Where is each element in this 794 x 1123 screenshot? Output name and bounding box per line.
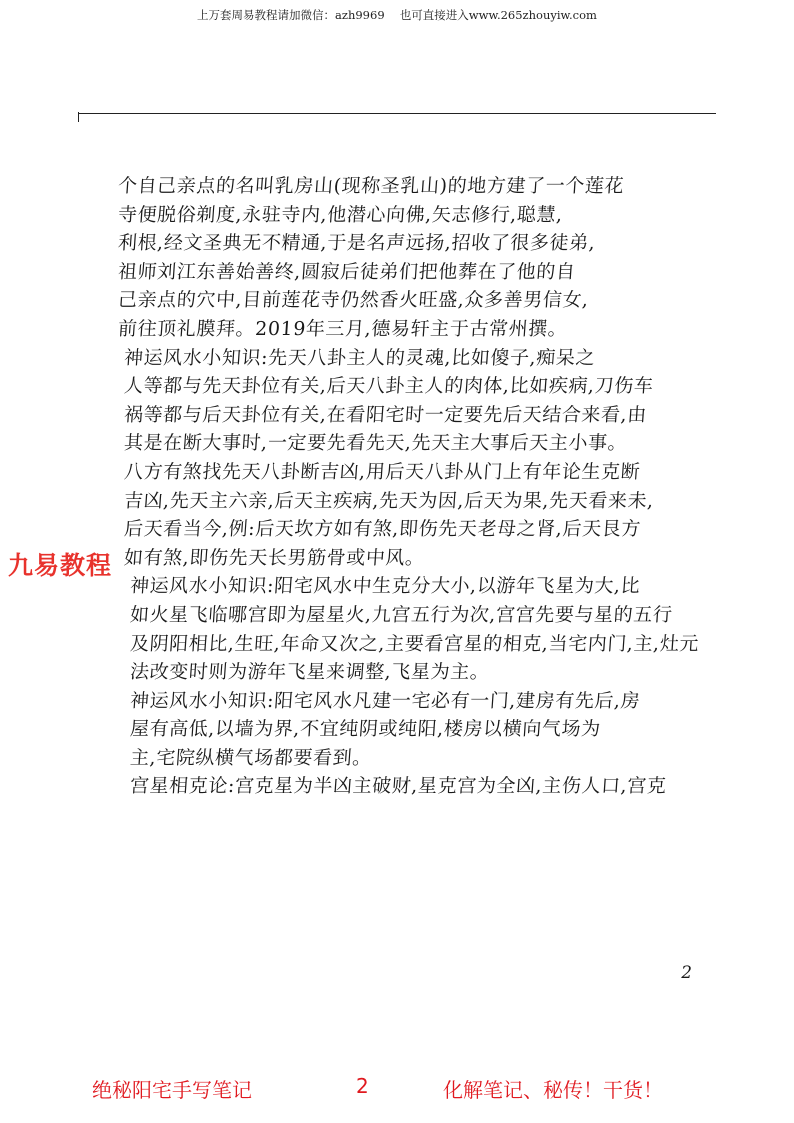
footer-tagline: 化解笔记、秘传！干货！ bbox=[443, 1078, 663, 1102]
manuscript-line: 后天看当今,例:后天坎方如有煞,即伤先天老母之肾,后天艮方 bbox=[123, 518, 642, 541]
footer-page-number: 2 bbox=[356, 1074, 369, 1098]
manuscript-line: 神运风水小知识:阳宅风水中生克分大小,以游年飞星为大,比 bbox=[129, 575, 642, 598]
top-rule-line bbox=[78, 113, 716, 114]
manuscript-line: 屋有高低,以墙为界,不宜纯阴或纯阳,楼房以横向气场为 bbox=[129, 718, 602, 741]
manuscript-line: 吉凶,先天主六亲,后天主疾病,先天为因,后天为果,先天看来未, bbox=[123, 489, 655, 512]
manuscript-line: 前往顶礼膜拜。2019年三月,德易轩主于古常州撰。 bbox=[117, 317, 569, 340]
manuscript-line: 祸等都与后天卦位有关,在看阳宅时一定要先后天结合来看,由 bbox=[123, 403, 648, 426]
manuscript-line: 利根,经文圣典无不精通,于是名声远扬,招收了很多徒弟, bbox=[117, 232, 597, 255]
manuscript-line: 八方有煞找先天八卦断吉凶,用后天八卦从门上有年论生克断 bbox=[123, 460, 642, 483]
page-footer bbox=[0, 1074, 794, 1104]
manuscript-line: 其是在断大事时,一定要先看先天,先天主大事后天主小事。 bbox=[123, 432, 629, 455]
handwritten-page-number: 2 bbox=[679, 963, 694, 983]
top-rule-corner bbox=[78, 112, 79, 122]
manuscript-line: 法改变时则为游年飞星来调整,飞星为主。 bbox=[129, 661, 491, 684]
manuscript-line: 主,宅院纵横气场都要看到。 bbox=[129, 746, 373, 769]
manuscript-line: 祖师刘江东善始善终,圆寂后徒弟们把他葬在了他的自 bbox=[117, 260, 577, 283]
footer-title: 绝秘阳宅手写笔记 bbox=[92, 1078, 252, 1102]
manuscript-line: 如火星飞临哪宫即为屋星火,九宫五行为次,宫宫先要与星的五行 bbox=[129, 603, 674, 626]
manuscript-line: 如有煞,即伤先天长男筋骨或中风。 bbox=[123, 546, 426, 569]
handwritten-manuscript bbox=[110, 172, 710, 801]
manuscript-line: 宫星相克论:宫克星为半凶主破财,星克宫为全凶,主伤人口,宫克 bbox=[129, 775, 668, 798]
manuscript-line: 及阴阳相比,生旺,年命又次之,主要看宫星的相克,当宅内门,主,灶元 bbox=[129, 632, 700, 655]
manuscript-line: 寺便脱俗剃度,永驻寺内,他潜心向佛,矢志修行,聪慧, bbox=[117, 203, 564, 226]
manuscript-line: 神运风水小知识:先天八卦主人的灵魂,比如傻子,痴呆之 bbox=[123, 346, 596, 369]
manuscript-line: 神运风水小知识:阳宅风水凡建一宅必有一门,建房有先后,房 bbox=[129, 689, 642, 712]
manuscript-line: 人等都与先天卦位有关,后天八卦主人的肉体,比如疾病,刀伤车 bbox=[123, 375, 655, 398]
manuscript-line: 个自己亲点的名叫乳房山(现称圣乳山)的地方建了一个莲花 bbox=[117, 175, 625, 197]
manuscript-line: 己亲点的穴中,目前莲花寺仍然香火旺盛,众多善男信女, bbox=[117, 289, 590, 312]
page-header-ad: 上万套周易教程请加微信：azh9969 也可直接进入www.265zhouyiw.com bbox=[197, 8, 597, 22]
brand-watermark: 九易教程 bbox=[8, 551, 113, 580]
